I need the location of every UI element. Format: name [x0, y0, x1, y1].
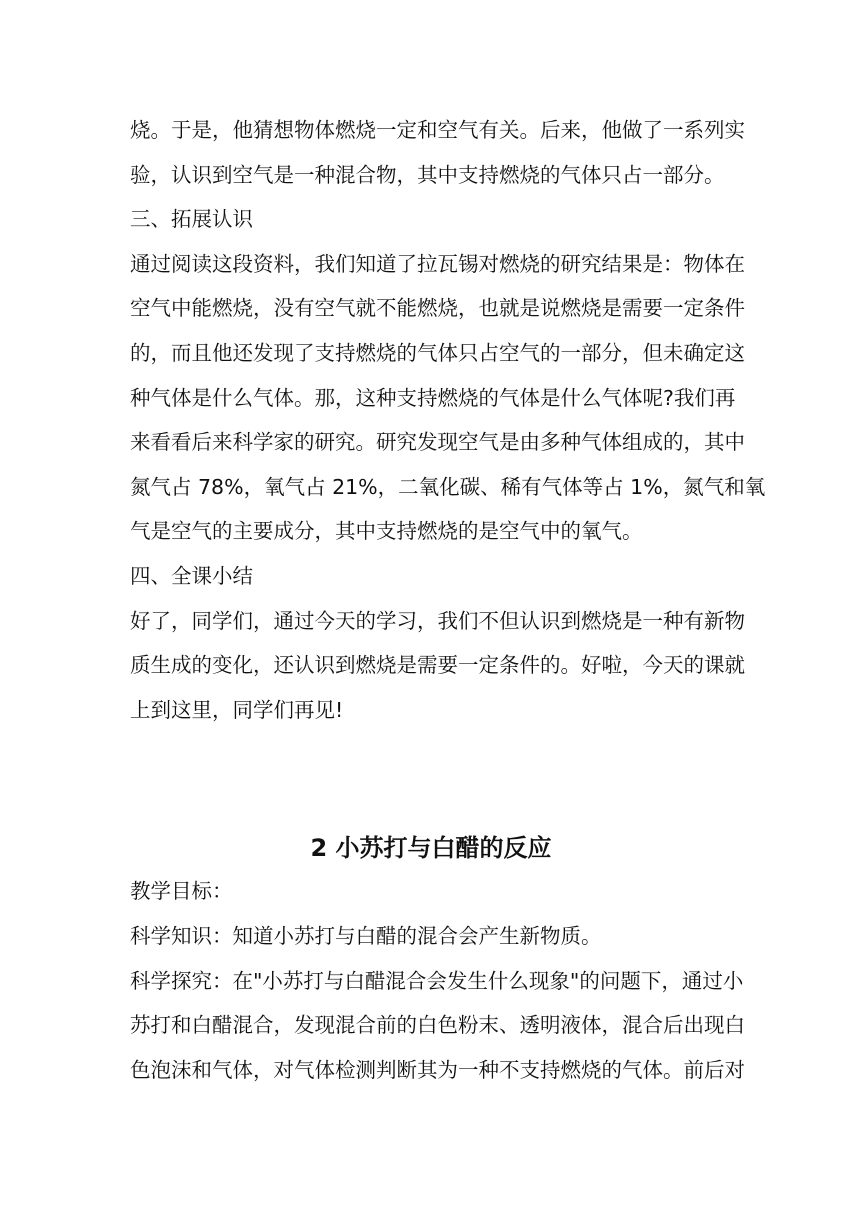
- paragraph-line: 空气中能燃烧，没有空气就不能燃烧，也就是说燃烧是需要一定条件: [130, 296, 745, 320]
- paragraph-line: 色泡沫和气体，对气体检测判断其为一种不支持燃烧的气体。前后对: [130, 1058, 745, 1082]
- paragraph-line: 质生成的变化，还认识到燃烧是需要一定条件的。好啦，今天的课就: [130, 653, 745, 677]
- paragraph-line: 好了，同学们，通过今天的学习，我们不但认识到燃烧是一种有新物: [130, 609, 745, 633]
- paragraph-line: 科学探究：在"小苏打与白醋混合会发生什么现象"的问题下，通过小: [130, 969, 744, 993]
- paragraph-line: 来看看后来科学家的研究。研究发现空气是由多种气体组成的，其中: [130, 430, 745, 454]
- lesson-title: 2 小苏打与白醋的反应: [310, 834, 552, 862]
- paragraph-line: 通过阅读这段资料，我们知道了拉瓦锡对燃烧的研究结果是：物体在: [130, 252, 745, 276]
- paragraph-line: 烧。于是，他猜想物体燃烧一定和空气有关。后来，他做了一系列实: [130, 118, 745, 142]
- paragraph-line: 种气体是什么气体。那，这种支持燃烧的气体是什么气体呢?我们再: [130, 386, 736, 410]
- paragraph-line: 苏打和白醋混合，发现混合前的白色粉末、透明液体，混合后出现白: [130, 1013, 745, 1037]
- paragraph-line: 的，而且他还发现了支持燃烧的气体只占空气的一部分，但未确定这: [130, 341, 745, 365]
- paragraph-line: 氮气占 78%，氧气占 21%，二氧化碳、稀有气体等占 1%，氮气和氧: [130, 475, 766, 499]
- section-heading: 四、全课小结: [130, 564, 253, 588]
- paragraph-line: 科学知识：知道小苏打与白醋的混合会产生新物质。: [130, 924, 602, 948]
- section-heading: 三、拓展认识: [130, 207, 253, 231]
- paragraph-line: 气是空气的主要成分，其中支持燃烧的是空气中的氧气。: [130, 519, 643, 543]
- paragraph-line: 上到这里，同学们再见!: [130, 698, 344, 722]
- section-heading: 教学目标：: [130, 879, 233, 903]
- paragraph-line: 验，认识到空气是一种混合物，其中支持燃烧的气体只占一部分。: [130, 163, 725, 187]
